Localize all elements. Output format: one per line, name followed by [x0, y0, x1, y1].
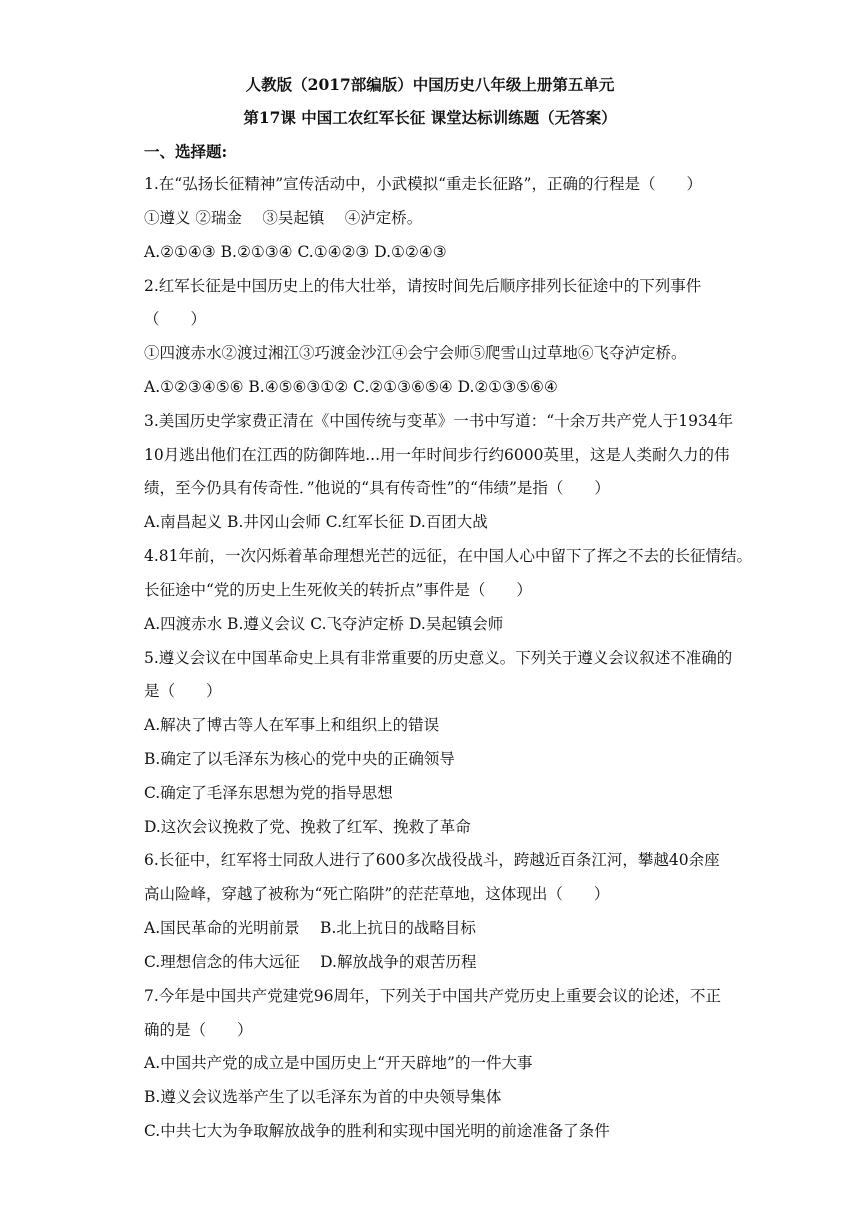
section-heading: 一、选择题:: [144, 142, 228, 161]
question-7-stem-cont: 确的是（ ）: [144, 1021, 253, 1039]
question-6-options-ab: A.国民革命的光明前景 B.北上抗日的战略目标: [144, 919, 476, 937]
question-6-stem: 6.长征中，红军将士同敌人进行了600多次战役战斗，跨越近百条江河，攀越40余座: [144, 851, 720, 869]
question-5-stem-cont: 是（ ）: [144, 682, 222, 700]
question-7-option-b: B.遵义会议选举产生了以毛泽东为首的中央领导集体: [144, 1088, 502, 1106]
question-2-stem: 2.红军长征是中国历史上的伟大壮举，请按时间先后顺序排列长征途中的下列事件: [144, 277, 702, 295]
question-1-stem: 1.在“弘扬长征精神”宣传活动中，小武模拟“重走长征路”，正确的行程是（ ）: [144, 175, 702, 193]
question-5-option-a: A.解决了博古等人在军事上和组织上的错误: [144, 716, 440, 734]
question-5-option-c: C.确定了毛泽东思想为党的指导思想: [144, 784, 393, 802]
document-title-line2: 第17课 中国工农红军长征 课堂达标训练题（无答案）: [243, 108, 617, 127]
question-4-stem-cont: 长征途中“党的历史上生死攸关的转折点”事件是（ ）: [144, 581, 532, 599]
question-3-stem-cont: 10月逃出他们在江西的防御阵地...用一年时间步行约6000英里，这是人类耐久力的伟: [144, 446, 730, 464]
question-1-options: A.②①④③ B.②①③④ C.①④②③ D.①②④③: [144, 243, 447, 261]
question-2-options: A.①②③④⑤⑥ B.④⑤⑥③①② C.②①③⑥⑤④ D.②①③⑤⑥④: [144, 378, 558, 396]
question-5-option-d: D.这次会议挽救了党、挽救了红军、挽救了革命: [144, 818, 471, 836]
question-2-stem-cont: （ ）: [144, 310, 207, 328]
question-7-option-c: C.中共七大为争取解放战争的胜利和实现中国光明的前途准备了条件: [144, 1122, 610, 1140]
document-title-line1: 人教版（2017部编版）中国历史八年级上册第五单元: [245, 75, 615, 94]
question-3-stem-cont: 绩，至今仍具有传奇性．”他说的“具有传奇性”的“伟绩”是指（ ）: [144, 479, 610, 497]
question-7-stem: 7.今年是中国共产党建党96周年，下列关于中国共产党历史上重要会议的论述，不正: [144, 987, 722, 1005]
question-7-option-a: A.中国共产党的成立是中国历史上“开天辟地”的一件大事: [144, 1054, 533, 1072]
question-2-items: ①四渡赤水②渡过湘江③巧渡金沙江④会宁会师⑤爬雪山过草地⑥飞夺泸定桥。: [144, 344, 687, 362]
question-5-stem: 5.遵义会议在中国革命史上具有非常重要的历史意义。下列关于遵义会议叙述不准确的: [144, 649, 733, 667]
question-1-items: ①遵义 ②瑞金 ③吴起镇 ④泸定桥。: [144, 209, 423, 227]
question-3-stem: 3.美国历史学家费正清在《中国传统与变革》一书中写道：“十余万共产党人于1934年: [144, 412, 734, 430]
question-6-options-cd: C.理想信念的伟大远征 D.解放战争的艰苦历程: [144, 953, 477, 971]
question-4-stem: 4.81年前，一次闪烁着革命理想光芒的远征，在中国人心中留下了挥之不去的长征情结。: [144, 547, 753, 565]
question-6-stem-cont: 高山险峰，穿越了被称为“死亡陷阱”的茫茫草地，这体现出（ ）: [144, 885, 610, 903]
question-4-options: A.四渡赤水 B.遵义会议 C.飞夺泸定桥 D.吴起镇会师: [144, 615, 504, 633]
question-5-option-b: B.确定了以毛泽东为核心的党中央的正确领导: [144, 750, 455, 768]
question-3-options: A.南昌起义 B.井冈山会师 C.红军长征 D.百团大战: [144, 513, 488, 531]
